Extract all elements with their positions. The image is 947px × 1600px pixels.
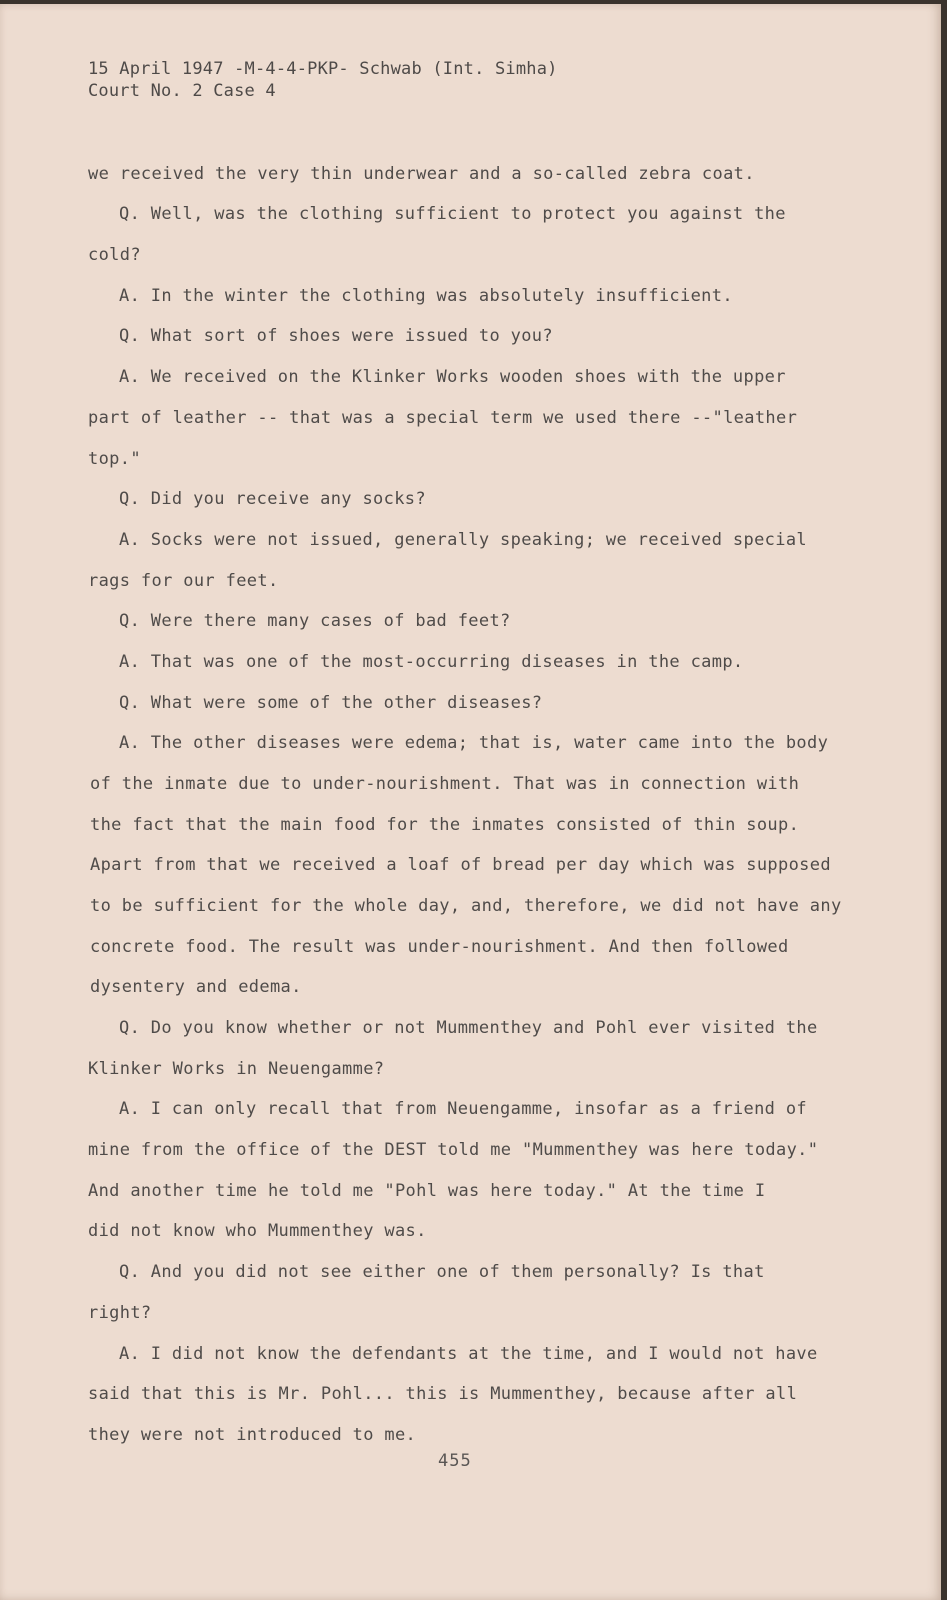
- text-line: did not know who Mummenthey was.: [88, 1221, 427, 1241]
- text-line: dysentery and edema.: [90, 977, 302, 997]
- text-line: A. The other diseases were edema; that is, water came into the body: [119, 733, 829, 753]
- text-line: they were not introduced to me.: [88, 1425, 417, 1445]
- text-line: A. In the winter the clothing was absolutely insufficient.: [119, 286, 733, 306]
- header-line-1: 15 April 1947 -M-4-4-PKP- Schwab (Int. Simha): [88, 59, 558, 79]
- scan-edge-top: [0, 0, 947, 4]
- text-line: Q. And you did not see either one of them personally? Is that: [119, 1262, 765, 1282]
- text-line: said that this is Mr. Pohl... this is Mummenthey, because after all: [88, 1384, 798, 1404]
- text-line: part of leather -- that was a special term we used there --"leather: [88, 408, 798, 428]
- page-number: 455: [438, 1451, 472, 1471]
- text-line: Q. What were some of the other diseases?: [119, 693, 543, 713]
- header-line-2: Court No. 2 Case 4: [88, 81, 276, 101]
- scan-edge-right: [941, 0, 947, 1600]
- text-line: concrete food. The result was under-nourishment. And then followed: [90, 937, 789, 957]
- text-line: A. Socks were not issued, generally speaking; we received special: [119, 530, 808, 550]
- text-line: And another time he told me "Pohl was here today." At the time I: [88, 1181, 766, 1201]
- text-line: Q. Do you know whether or not Mummenthey and Pohl ever visited the: [119, 1018, 818, 1038]
- text-line: mine from the office of the DEST told me "Mummenthey was here today.": [88, 1140, 819, 1160]
- text-line: A. We received on the Klinker Works wooden shoes with the upper: [119, 367, 786, 387]
- document-header: [88, 58, 558, 102]
- text-line: right?: [88, 1303, 152, 1323]
- text-line: Apart from that we received a loaf of bread per day which was supposed: [90, 855, 831, 875]
- text-line: we received the very thin underwear and a so-called zebra coat.: [88, 164, 755, 184]
- text-line: Q. Did you receive any socks?: [119, 489, 426, 509]
- text-line: Q. Were there many cases of bad feet?: [119, 611, 511, 631]
- text-line: of the inmate due to under-nourishment. That was in connection with: [90, 774, 800, 794]
- text-line: to be sufficient for the whole day, and, therefore, we did not have any: [90, 896, 842, 916]
- text-line: Q. Well, was the clothing sufficient to protect you against the: [119, 204, 786, 224]
- text-line: Klinker Works in Neuengamme?: [88, 1059, 385, 1079]
- text-line: A. I did not know the defendants at the time, and I would not have: [119, 1344, 818, 1364]
- text-line: Q. What sort of shoes were issued to you?: [119, 326, 553, 346]
- text-line: the fact that the main food for the inmates consisted of thin soup.: [90, 815, 800, 835]
- text-line: rags for our feet.: [88, 571, 279, 591]
- text-line: A. That was one of the most-occurring diseases in the camp.: [119, 652, 744, 672]
- text-line: A. I can only recall that from Neuengamme, insofar as a friend of: [119, 1099, 808, 1119]
- text-line: cold?: [88, 245, 141, 265]
- text-line: top.": [88, 449, 141, 469]
